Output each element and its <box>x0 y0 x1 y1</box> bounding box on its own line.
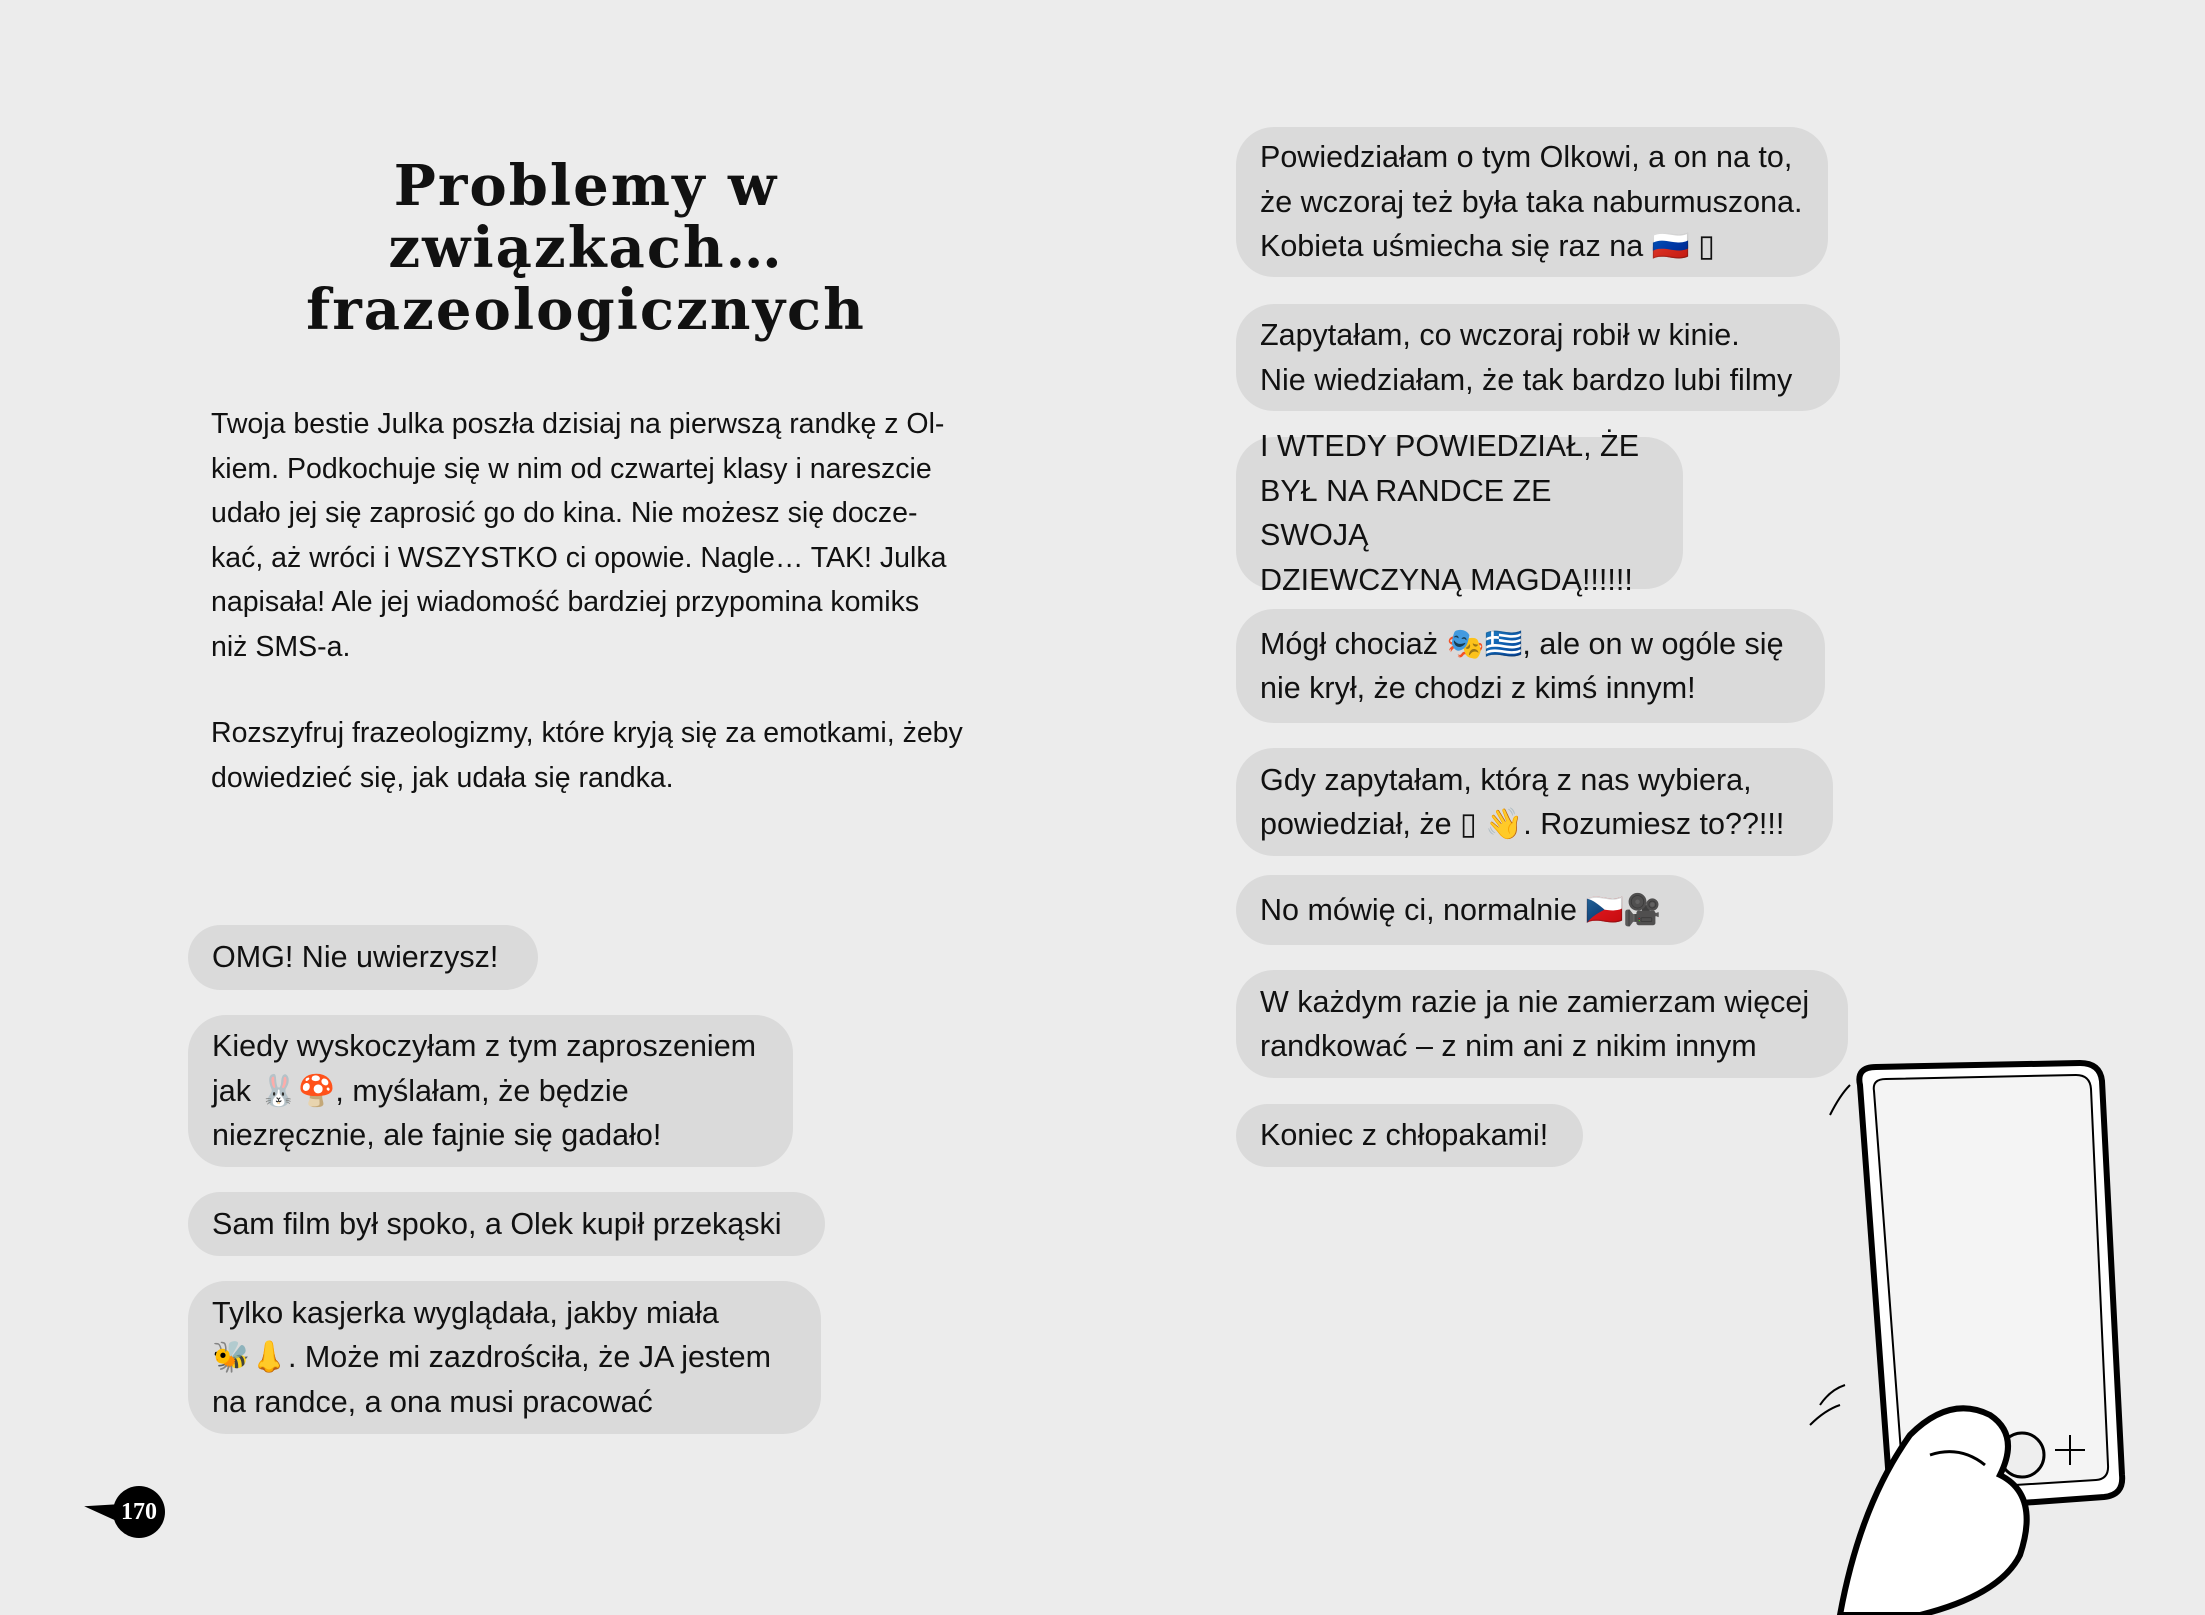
message-bubble: No mówię ci, normalnie 🇨🇿🎥 <box>1236 875 1704 945</box>
phone-in-hand-illustration <box>1800 1055 2205 1615</box>
page-number: 170 <box>113 1486 165 1538</box>
hand-icon <box>1840 1408 2027 1615</box>
message-bubble: Powiedziałam o tym Olkowi, a on na to, że wczoraj też była taka naburmuszona. Kobieta uśmiecha się raz na 🇷🇺 ▯ <box>1236 127 1828 277</box>
instruction-paragraph: Rozszyfruj frazeologizmy, które kryją się za emotkami, żeby dowiedzieć się, jak udała się randka. <box>211 717 963 794</box>
message-bubble: Gdy zapytałam, którą z nas wybiera, powiedział, że ▯ 👋. Rozumiesz to??!!! <box>1236 748 1833 856</box>
message-bubble: Sam film był spoko, a Olek kupił przekąski <box>188 1192 825 1256</box>
message-bubble: Koniec z chłopakami! <box>1236 1104 1583 1167</box>
message-bubble: Zapytałam, co wczoraj robił w kinie. Nie wiedziałam, że tak bardzo lubi filmy <box>1236 304 1840 411</box>
intro-paragraph: Twoja bestie Julka poszła dzisiaj na pierwszą randkę z Ol- kiem. Podkochuje się w nim od czwartej klasy i nareszcie udało jej się zaprosić go do kina. Nie możesz się docze- kać, aż wróci i WSZYSTKO ci opowie. Nagle… TAK! Julka napisała! Ale jej wiadomość bardziej przypomina komiks niż SMS-a. <box>211 408 947 663</box>
message-bubble: Mógł chociaż 🎭🇬🇷, ale on w ogóle się nie krył, że chodzi z kimś innym! <box>1236 609 1825 723</box>
message-bubble: W każdym razie ja nie zamierzam więcej randkować – z nim ani z nikim innym <box>1236 970 1848 1078</box>
page-title: Problemy w związkach… frazeologicznych <box>306 153 866 343</box>
message-bubble: OMG! Nie uwierzysz! <box>188 925 538 990</box>
message-bubble: Kiedy wyskoczyłam z tym zaproszeniem jak 🐰🍄, myślałam, że będzie niezręcznie, ale fajnie się gadało! <box>188 1015 793 1167</box>
message-bubble: Tylko kasjerka wyglądała, jakby miała 🐝👃. Może mi zazdrościła, że JA jestem na randce, a ona musi pracować <box>188 1281 821 1434</box>
message-bubble: I WTEDY POWIEDZIAŁ, ŻE BYŁ NA RANDCE ZE SWOJĄ DZIEWCZYNĄ MAGDĄ!!!!!! <box>1236 437 1683 589</box>
